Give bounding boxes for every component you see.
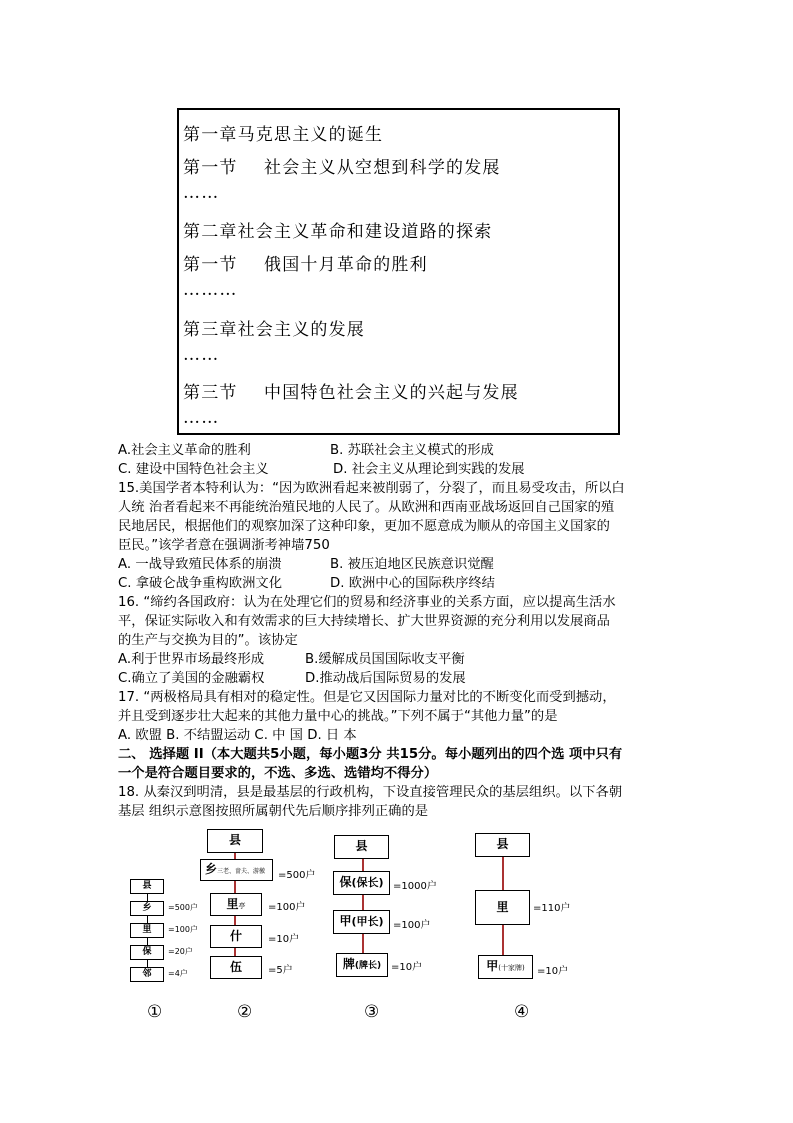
q14-option-b: B. 苏联社会主义模式的形成 (330, 443, 494, 458)
diagram-label: =500户 (278, 870, 316, 881)
diagram-label: =4户 (168, 969, 188, 978)
toc-line: 第三章社会主义的发展 (183, 320, 365, 340)
q15-option-d: D. 欧洲中心的国际秩序终结 (330, 576, 495, 591)
q15-stem-line: 民地居民，根据他们的观察加深了这种印象，更加不愿意成为顺从的帝国主义国家的 (118, 519, 610, 534)
diagram-box: 乡 (130, 901, 164, 916)
toc-line: 第二章社会主义革命和建设道路的探索 (183, 222, 493, 242)
diagram-label: =5户 (268, 965, 293, 976)
diagram-box (200, 859, 273, 881)
diagram-label: =110户 (533, 903, 571, 914)
diagram-box-sub: (保长) (351, 876, 384, 889)
diagram-box: 伍 (210, 956, 262, 979)
diagram-box (210, 893, 262, 916)
diagram-box-sub: 亭 (238, 902, 246, 910)
q16-option-a: A.利于世界市场最终形成 (118, 652, 265, 667)
toc-line: 第一章马克思主义的诞生 (183, 125, 384, 145)
diagram-label: =500户 (168, 903, 198, 912)
q16-option-b: B.缓解成员国国际收支平衡 (305, 652, 465, 667)
diagram-label: =10户 (268, 934, 300, 945)
diagram-label: =100户 (168, 925, 198, 934)
q18-stem-line: 基层 组织示意图按照所属朝代先后顺序排列正确的是 (118, 804, 429, 819)
diagram-box (478, 955, 533, 979)
diagram-box-sub: (牌长) (354, 961, 382, 971)
q14-option-d: D. 社会主义从理论到实践的发展 (333, 462, 525, 477)
toc-line: 第三节 中国特色社会主义的兴起与发展 (183, 383, 519, 403)
q18-stem-line: 18. 从秦汉到明清，县是最基层的行政机构，下设直接管理民众的基层组织。以下各朝 (118, 785, 623, 800)
diagram-box: 里 (475, 890, 530, 925)
diagram-box-text: 保 (339, 875, 352, 889)
q15-stem-line: 臣民。”该学者意在强调浙考神墙750 (118, 538, 330, 553)
toc-box (177, 108, 620, 435)
toc-line: …… (183, 408, 220, 428)
q15-stem-line: 人统 治者看起来不再能统治殖民地的人民了。从欧洲和西南亚战场返回自己国家的殖 (118, 500, 615, 515)
diagram-box: 里 (130, 923, 164, 938)
q17-stem-line: 并且受到逐步壮大起来的其他力量中心的挑战。”下列不属于“其他力量”的是 (118, 709, 558, 724)
diagram-box-text: 甲 (486, 959, 499, 973)
q17-options: A. 欧盟 B. 不结盟运动 C. 中 国 D. 日 本 (118, 728, 357, 743)
q16-stem-line: 的生产与交换为目的”。该协定 (118, 633, 298, 648)
diagram-box-sub: (甲长) (351, 915, 384, 928)
diagram-box (336, 953, 388, 977)
diagram-label: =20户 (168, 947, 193, 956)
toc-line: 第一节 社会主义从空想到科学的发展 (183, 158, 501, 178)
q15-stem-line: 15.美国学者本特利认为：“因为欧洲看起来被削弱了，分裂了，而且易受攻击，所以白 (118, 481, 625, 496)
diagram-box-sub: (十家牌) (498, 964, 525, 972)
q16-option-d: D.推动战后国际贸易的发展 (305, 671, 466, 686)
diagram-box-sub: 三老、啬夫、游徼 (217, 868, 266, 875)
diagram-label: =10户 (391, 962, 423, 973)
q16-stem-line: 16. “缔约各国政府：认为在处理它们的贸易和经济事业的关系方面，应以提高生活水 (118, 595, 616, 610)
diagram-label: =10户 (537, 966, 569, 977)
toc-line: …… (183, 345, 220, 365)
diagram-box: 县 (475, 833, 530, 857)
diagram-number: ① (147, 1002, 163, 1022)
diagram-box: 保 (130, 945, 164, 960)
diagram-box: 县 (334, 835, 389, 859)
diagram-box: 县 (207, 829, 263, 853)
diagram-number: ④ (514, 1002, 530, 1022)
diagram-box-text: 甲 (339, 914, 352, 928)
diagram-box-text: 里 (226, 897, 239, 911)
q14-option-c: C. 建设中国特色社会主义 (118, 462, 269, 477)
section-heading: 一个是符合题目要求的，不选、多选、选错均不得分） (118, 766, 438, 781)
diagram-box: 邻 (130, 967, 164, 982)
diagram-box-text: 牌 (342, 957, 355, 971)
q15-option-b: B. 被压迫地区民族意识觉醒 (330, 557, 494, 572)
diagram-box: 什 (210, 925, 262, 948)
q17-stem-line: 17. “两极格局具有相对的稳定性。但是它又因国际力量对比的不断变化而受到撼动， (118, 690, 616, 705)
q16-stem-line: 平，保证实际收入和有效需求的巨大持续增长、扩大世界资源的充分利用以发展商品 (118, 614, 610, 629)
diagram-label: =100户 (393, 920, 431, 931)
toc-line: ……… (183, 280, 238, 300)
q14-option-a: A.社会主义革命的胜利 (118, 443, 251, 458)
diagram-label: =1000户 (393, 881, 437, 892)
toc-line: 第一节 俄国十月革命的胜利 (183, 255, 428, 275)
diagram-box (333, 910, 390, 934)
q15-option-a: A. 一战导致殖民体系的崩溃 (118, 557, 282, 572)
diagram-box (333, 871, 390, 895)
diagram-number: ② (237, 1002, 253, 1022)
diagram-number: ③ (364, 1002, 380, 1022)
q16-option-c: C.确立了美国的金融霸权 (118, 671, 265, 686)
q15-option-c: C. 拿破仑战争重构欧洲文化 (118, 576, 283, 591)
diagram-box: 县 (130, 879, 164, 894)
diagram-box-text: 乡 (205, 862, 218, 876)
section-heading: 二、 选择题 II（本大题共5小题，每小题3分 共15分。每小题列出的四个选 项中只有 (118, 747, 623, 762)
toc-line: …… (183, 183, 220, 203)
diagram-label: =100户 (268, 902, 306, 913)
